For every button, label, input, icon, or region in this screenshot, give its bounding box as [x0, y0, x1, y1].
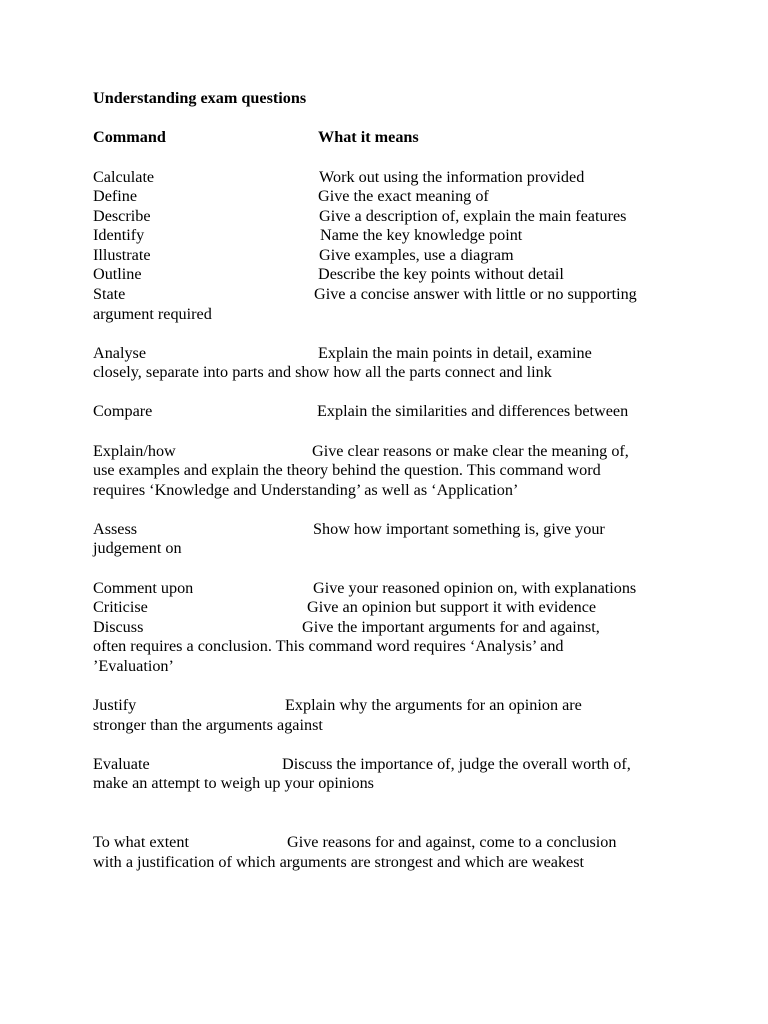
- command-meaning: Explain why the arguments for an opinion are: [285, 696, 582, 714]
- command-meaning: Give your reasoned opinion on, with explanations: [313, 579, 637, 597]
- command-meaning: Explain the main points in detail, examine: [318, 344, 592, 362]
- command-term: Calculate: [93, 168, 155, 186]
- command-meaning-continued: make an attempt to weigh up your opinions: [93, 774, 374, 792]
- command-meaning: Give a description of, explain the main features: [319, 207, 627, 225]
- command-meaning-continued: use examples and explain the theory behind the question. This command word: [93, 461, 601, 479]
- command-term: Illustrate: [93, 246, 151, 264]
- command-meaning: Work out using the information provided: [319, 168, 585, 186]
- command-meaning-continued: with a justification of which arguments are strongest and which are weakest: [93, 853, 585, 871]
- command-term: Analyse: [93, 344, 147, 362]
- command-meaning: Give the exact meaning of: [318, 187, 489, 205]
- command-term: Justify: [93, 696, 137, 714]
- command-term: Evaluate: [93, 755, 150, 773]
- command-term: To what extent: [93, 833, 189, 851]
- command-meaning: Show how important something is, give your: [313, 520, 605, 538]
- command-meaning: Name the key knowledge point: [320, 226, 523, 244]
- command-term: Outline: [93, 265, 142, 283]
- command-meaning: Discuss the importance of, judge the overall worth of,: [282, 755, 631, 773]
- command-term: Compare: [93, 402, 153, 420]
- command-term: Describe: [93, 207, 151, 225]
- command-meaning-continued: judgement on: [93, 539, 182, 557]
- command-meaning: Give the important arguments for and against,: [302, 618, 600, 636]
- command-meaning-continued: argument required: [93, 305, 212, 323]
- command-term: Explain/how: [93, 442, 176, 460]
- command-meaning: Give examples, use a diagram: [319, 246, 514, 264]
- command-meaning: Give clear reasons or make clear the meaning of,: [312, 442, 629, 460]
- command-meaning-continued: closely, separate into parts and show how all the parts connect and link: [93, 363, 552, 381]
- command-term: State: [93, 285, 126, 303]
- command-term: Define: [93, 187, 138, 205]
- document-title: Understanding exam questions: [93, 89, 307, 107]
- command-meaning: Explain the similarities and differences between: [317, 402, 629, 420]
- command-meaning-continued: stronger than the arguments against: [93, 716, 323, 734]
- command-meaning-continued: ’Evaluation’: [93, 657, 174, 675]
- command-term: Criticise: [93, 598, 148, 616]
- command-term: Comment upon: [93, 579, 194, 597]
- command-meaning: Give a concise answer with little or no supporting: [314, 285, 637, 303]
- meaning-column-header: What it means: [318, 128, 419, 146]
- command-term: Assess: [93, 520, 138, 538]
- command-column-header: Command: [93, 128, 166, 146]
- command-meaning-continued: requires ‘Knowledge and Understanding’ as well as ‘Application’: [93, 481, 519, 499]
- command-meaning-continued: often requires a conclusion. This command word requires ‘Analysis’ and: [93, 637, 564, 655]
- command-meaning: Give reasons for and against, come to a conclusion: [287, 833, 617, 851]
- command-meaning: Give an opinion but support it with evidence: [307, 598, 597, 616]
- command-term: Discuss: [93, 618, 144, 636]
- command-meaning: Describe the key points without detail: [318, 265, 564, 283]
- command-term: Identify: [93, 226, 145, 244]
